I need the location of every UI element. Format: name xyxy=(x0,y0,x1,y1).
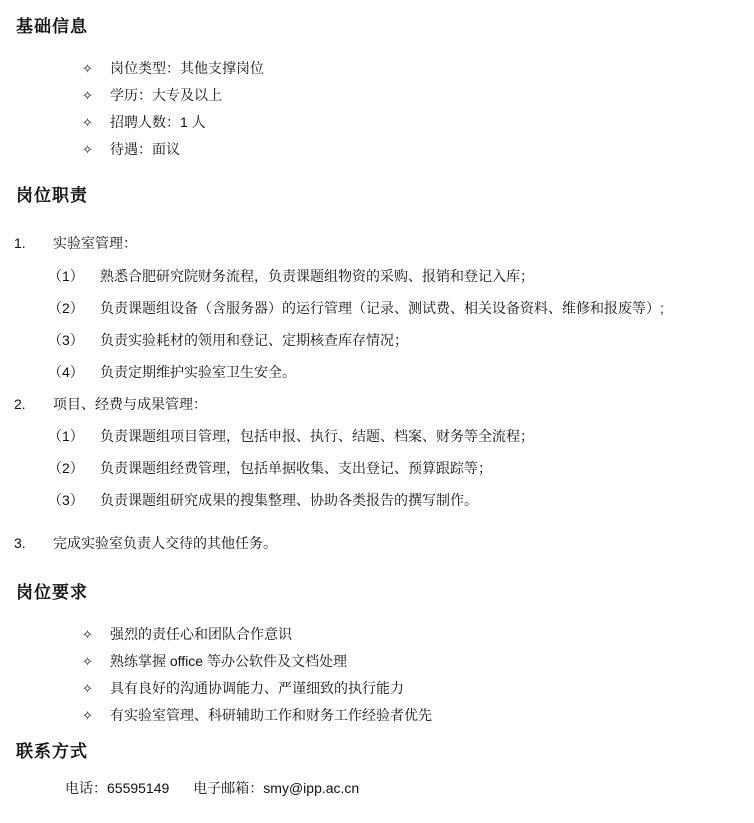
duty-sub-item xyxy=(48,490,478,510)
duty-sub-item xyxy=(48,330,408,350)
duty-sub-text: 负责课题组项目管理，包括申报、执行、结题、档案、财务等全流程； xyxy=(100,428,534,444)
requirement-text: 具有良好的沟通协调能力、严谨细致的执行能力 xyxy=(110,680,404,696)
duty-sub-text: 负责课题组设备（含服务器）的运行管理（记录、测试费、相关设备资料、维修和报废等）; xyxy=(100,300,664,316)
duty-sub-number: （1） xyxy=(48,268,84,284)
diamond-bullet-icon: ✧ xyxy=(82,61,93,76)
basic-info-item-text: 招聘人数：1 人 xyxy=(110,114,206,130)
duty-sub-number: （1） xyxy=(48,428,84,444)
duty-sub-number: （2） xyxy=(48,300,84,316)
duty-item-number: 3. xyxy=(14,535,26,551)
duty-item-other-tasks xyxy=(14,533,277,553)
diamond-bullet-icon: ✧ xyxy=(82,681,93,696)
duty-item-lab-management xyxy=(14,233,137,253)
duty-sub-number: （2） xyxy=(48,460,84,476)
duty-sub-number: （3） xyxy=(48,332,84,348)
basic-info-item-headcount xyxy=(82,112,206,132)
duty-sub-text: 负责定期维护实验室卫生安全。 xyxy=(100,364,296,380)
duty-item-text: 实验室管理： xyxy=(53,235,137,251)
diamond-bullet-icon: ✧ xyxy=(82,142,93,157)
duty-sub-item xyxy=(48,458,492,478)
duty-item-number: 1. xyxy=(14,235,26,251)
duty-sub-text: 熟悉合肥研究院财务流程，负责课题组物资的采购、报销和登记入库； xyxy=(100,268,534,284)
duty-sub-item xyxy=(48,298,664,318)
duty-item-text: 项目、经费与成果管理： xyxy=(53,396,207,412)
duties-heading: 岗位职责 xyxy=(16,186,88,205)
requirement-item xyxy=(82,705,432,725)
diamond-bullet-icon: ✧ xyxy=(82,654,93,669)
duty-sub-item xyxy=(48,266,534,286)
basic-info-item-text: 学历：大专及以上 xyxy=(110,87,222,103)
basic-info-item-education xyxy=(82,85,222,105)
duty-item-text: 完成实验室负责人交待的其他任务。 xyxy=(53,535,277,551)
basic-info-item-salary xyxy=(82,139,180,159)
basic-info-heading: 基础信息 xyxy=(16,17,88,36)
basic-info-item-text: 待遇：面议 xyxy=(110,141,180,157)
duty-sub-text: 负责实验耗材的领用和登记、定期核查库存情况； xyxy=(100,332,408,348)
diamond-bullet-icon: ✧ xyxy=(82,115,93,130)
diamond-bullet-icon: ✧ xyxy=(82,88,93,103)
duty-sub-item xyxy=(48,426,534,446)
diamond-bullet-icon: ✧ xyxy=(82,627,93,642)
requirement-text: 强烈的责任心和团队合作意识 xyxy=(110,626,292,642)
duty-sub-text: 负责课题组经费管理，包括单据收集、支出登记、预算跟踪等； xyxy=(100,460,492,476)
duty-sub-text: 负责课题组研究成果的搜集整理、协助各类报告的撰写制作。 xyxy=(100,492,478,508)
requirement-text: 有实验室管理、科研辅助工作和财务工作经验者优先 xyxy=(110,707,432,723)
requirement-item xyxy=(82,651,347,671)
contact-heading: 联系方式 xyxy=(16,742,88,761)
contact-line xyxy=(65,778,359,798)
contact-email: 电子邮箱：smy@ipp.ac.cn xyxy=(193,780,360,796)
duty-sub-number: （3） xyxy=(48,492,84,508)
duty-item-number: 2. xyxy=(14,396,26,412)
requirement-item xyxy=(82,678,404,698)
requirement-item xyxy=(82,624,292,644)
duty-sub-item xyxy=(48,362,296,382)
diamond-bullet-icon: ✧ xyxy=(82,708,93,723)
duty-item-project-management xyxy=(14,394,207,414)
basic-info-item-position-type xyxy=(82,58,264,78)
duty-sub-number: （4） xyxy=(48,364,84,380)
basic-info-item-text: 岗位类型：其他支撑岗位 xyxy=(110,60,264,76)
contact-phone: 电话：65595149 xyxy=(65,780,170,796)
requirements-heading: 岗位要求 xyxy=(16,583,88,602)
requirement-text: 熟练掌握 office 等办公软件及文档处理 xyxy=(110,653,347,669)
